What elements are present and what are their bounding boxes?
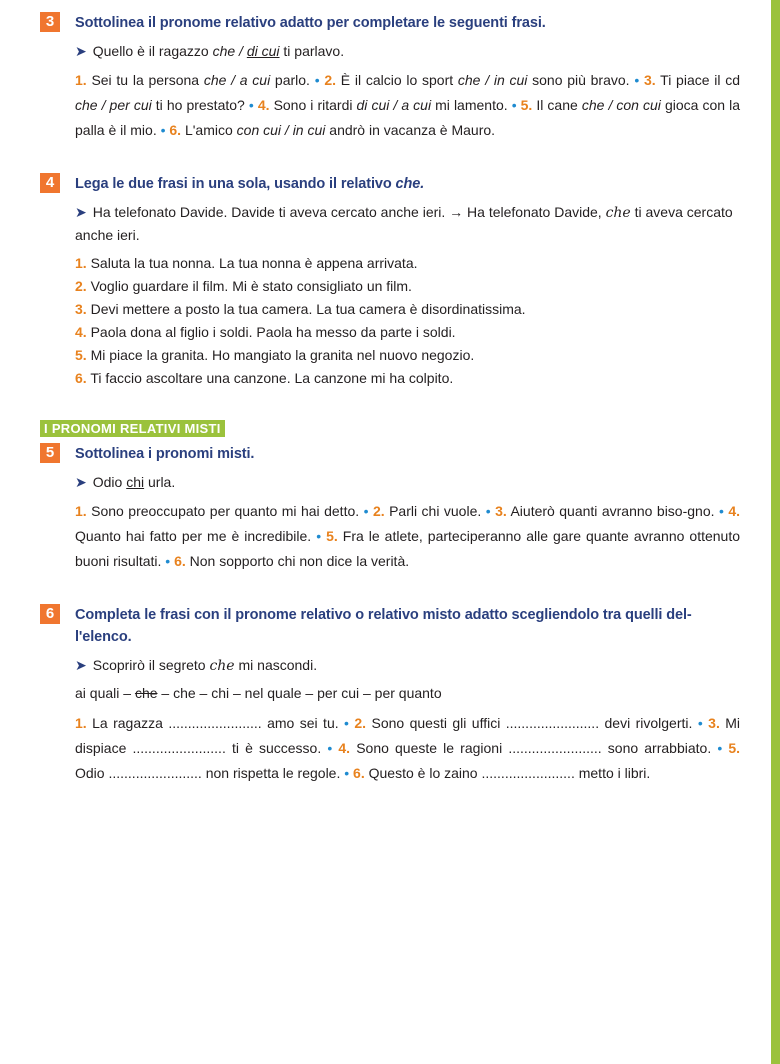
list-item: 2. Voglio guardare il film. Mi è stato consigliato un film. <box>75 278 412 294</box>
arrow-icon: ➤ <box>75 204 87 220</box>
answer-options: che / per cui <box>75 97 152 113</box>
exercise-3 <box>40 12 740 143</box>
bullet-icon: • <box>344 765 350 781</box>
exercise-title: Sottolinea il pronome relativo adatto per completare le seguenti frasi. <box>75 15 546 31</box>
answer-options: di cui / a cui <box>356 97 432 113</box>
example-line: ➤ Odio chi urla. <box>75 474 176 490</box>
exercise-4 <box>40 173 740 390</box>
bullet-icon: • <box>248 97 254 113</box>
exercise-items: 1. Sei tu la persona che / a cui parlo. • 2. È il calcio lo sport che / in cui sono più bravo. • 3. Ti piace il cd che / per cui ti ho prestato? • 4. Sono i ritardi di cui / a cui mi lamento. • 5. Il cane che / con cui gioca con la palla è il mio. • 6. L'amico con cui / in cui andrò in vacanza è Mauro. <box>75 72 741 138</box>
bullet-icon: • <box>485 503 491 519</box>
arrow-icon: ➤ <box>75 474 87 490</box>
answer-options: che / a cui <box>203 72 271 88</box>
arrow-icon: ➤ <box>75 43 87 59</box>
example-line: ➤ Scoprirò il segreto che mi nascondi. <box>75 657 318 674</box>
exercise-title: Completa le frasi con il pronome relativo o relativo misto adatto scegliendolo tra quelli del-l'elenco. <box>75 607 692 645</box>
bullet-icon: • <box>316 528 322 544</box>
example-line: ➤ Ha telefonato Davide. Davide ti aveva cercato anche ieri. → Ha telefonato Davide, che ti aveva cercato anche ieri. <box>75 204 733 243</box>
exercise-list <box>75 252 740 390</box>
exercise-title: Sottolinea i pronomi misti. <box>75 446 255 462</box>
answer-options: che / con cui <box>581 97 661 113</box>
bullet-icon: • <box>165 553 171 569</box>
struck-word: che <box>134 685 158 701</box>
blank: ........................ <box>132 740 226 756</box>
exercise-title: Lega le due frasi in una sola, usando il relativo che. <box>75 176 425 192</box>
answer-options: che / in cui <box>457 72 528 88</box>
list-item: 3. Devi mettere a posto la tua camera. La tua camera è disordinatissima. <box>75 301 526 317</box>
blank: ........................ <box>168 715 262 731</box>
section-banner: I PRONOMI RELATIVI MISTI <box>40 420 225 437</box>
page-edge-bar <box>771 0 780 1064</box>
list-item: 1. Saluta la tua nonna. La tua nonna è appena arrivata. <box>75 255 418 271</box>
bullet-icon: • <box>697 715 703 731</box>
exercise-number: 4 <box>40 173 60 193</box>
exercise-number: 3 <box>40 12 60 32</box>
answer-options: con cui / in cui <box>236 122 326 138</box>
exercise-items: 1. Sono preoccupato per quanto mi hai detto. • 2. Parli chi vuole. • 3. Aiuterò quanti avranno biso-gno. • 4. Quanto hai fatto per me è incredibile. • 5. Fra le atlete, parteciperanno alle gare quante avranno ottenuto buoni risultati. • 6. Non sopporto chi non dice la verità. <box>75 503 741 569</box>
list-item: 4. Paola dona al figlio i soldi. Paola ha messo da parte i soldi. <box>75 324 456 340</box>
exercise-items: 1. La ragazza ........................ amo sei tu. • 2. Sono questi gli uffici ........................ devi rivolgerti. • 3. Mi dispiace ........................ ti è successo. • 4. Sono queste le ragioni ........................ sono arrabbiato. • 5. Odio ........................ non rispetta le regole. • 6. Questo è lo zaino ........................ metto i libri. <box>75 715 741 781</box>
bullet-icon: • <box>717 740 723 756</box>
arrow-icon: ➤ <box>75 657 87 673</box>
list-item: 5. Mi piace la granita. Ho mangiato la granita nel nuovo negozio. <box>75 347 475 363</box>
handwritten-answer: che <box>209 658 235 674</box>
handwritten-answer: che <box>605 205 631 221</box>
exercise-number: 6 <box>40 604 60 624</box>
blank: ........................ <box>108 765 202 781</box>
bullet-icon: • <box>327 740 333 756</box>
bullet-icon: • <box>160 122 166 138</box>
underlined-answer: di cui <box>246 43 280 59</box>
bullet-icon: • <box>314 72 320 88</box>
word-bank: ai quali – che – che – chi – nel quale – per cui – per quanto <box>75 685 442 701</box>
exercise-5 <box>40 443 740 574</box>
underlined-answer: chi <box>126 474 145 490</box>
bullet-icon: • <box>344 715 349 731</box>
bullet-icon: • <box>363 503 369 519</box>
bullet-icon: • <box>718 503 724 519</box>
blank: ........................ <box>508 740 602 756</box>
list-item: 6. Ti faccio ascoltare una canzone. La canzone mi ha colpito. <box>75 370 454 386</box>
blank: ........................ <box>505 715 600 731</box>
exercise-number: 5 <box>40 443 60 463</box>
blank: ........................ <box>481 765 575 781</box>
bullet-icon: • <box>634 72 640 88</box>
example-line: ➤ Quello è il ragazzo che / di cui ti parlavo. <box>75 43 345 59</box>
worksheet-page <box>40 12 740 816</box>
bullet-icon: • <box>511 97 517 113</box>
exercise-6 <box>40 604 740 786</box>
